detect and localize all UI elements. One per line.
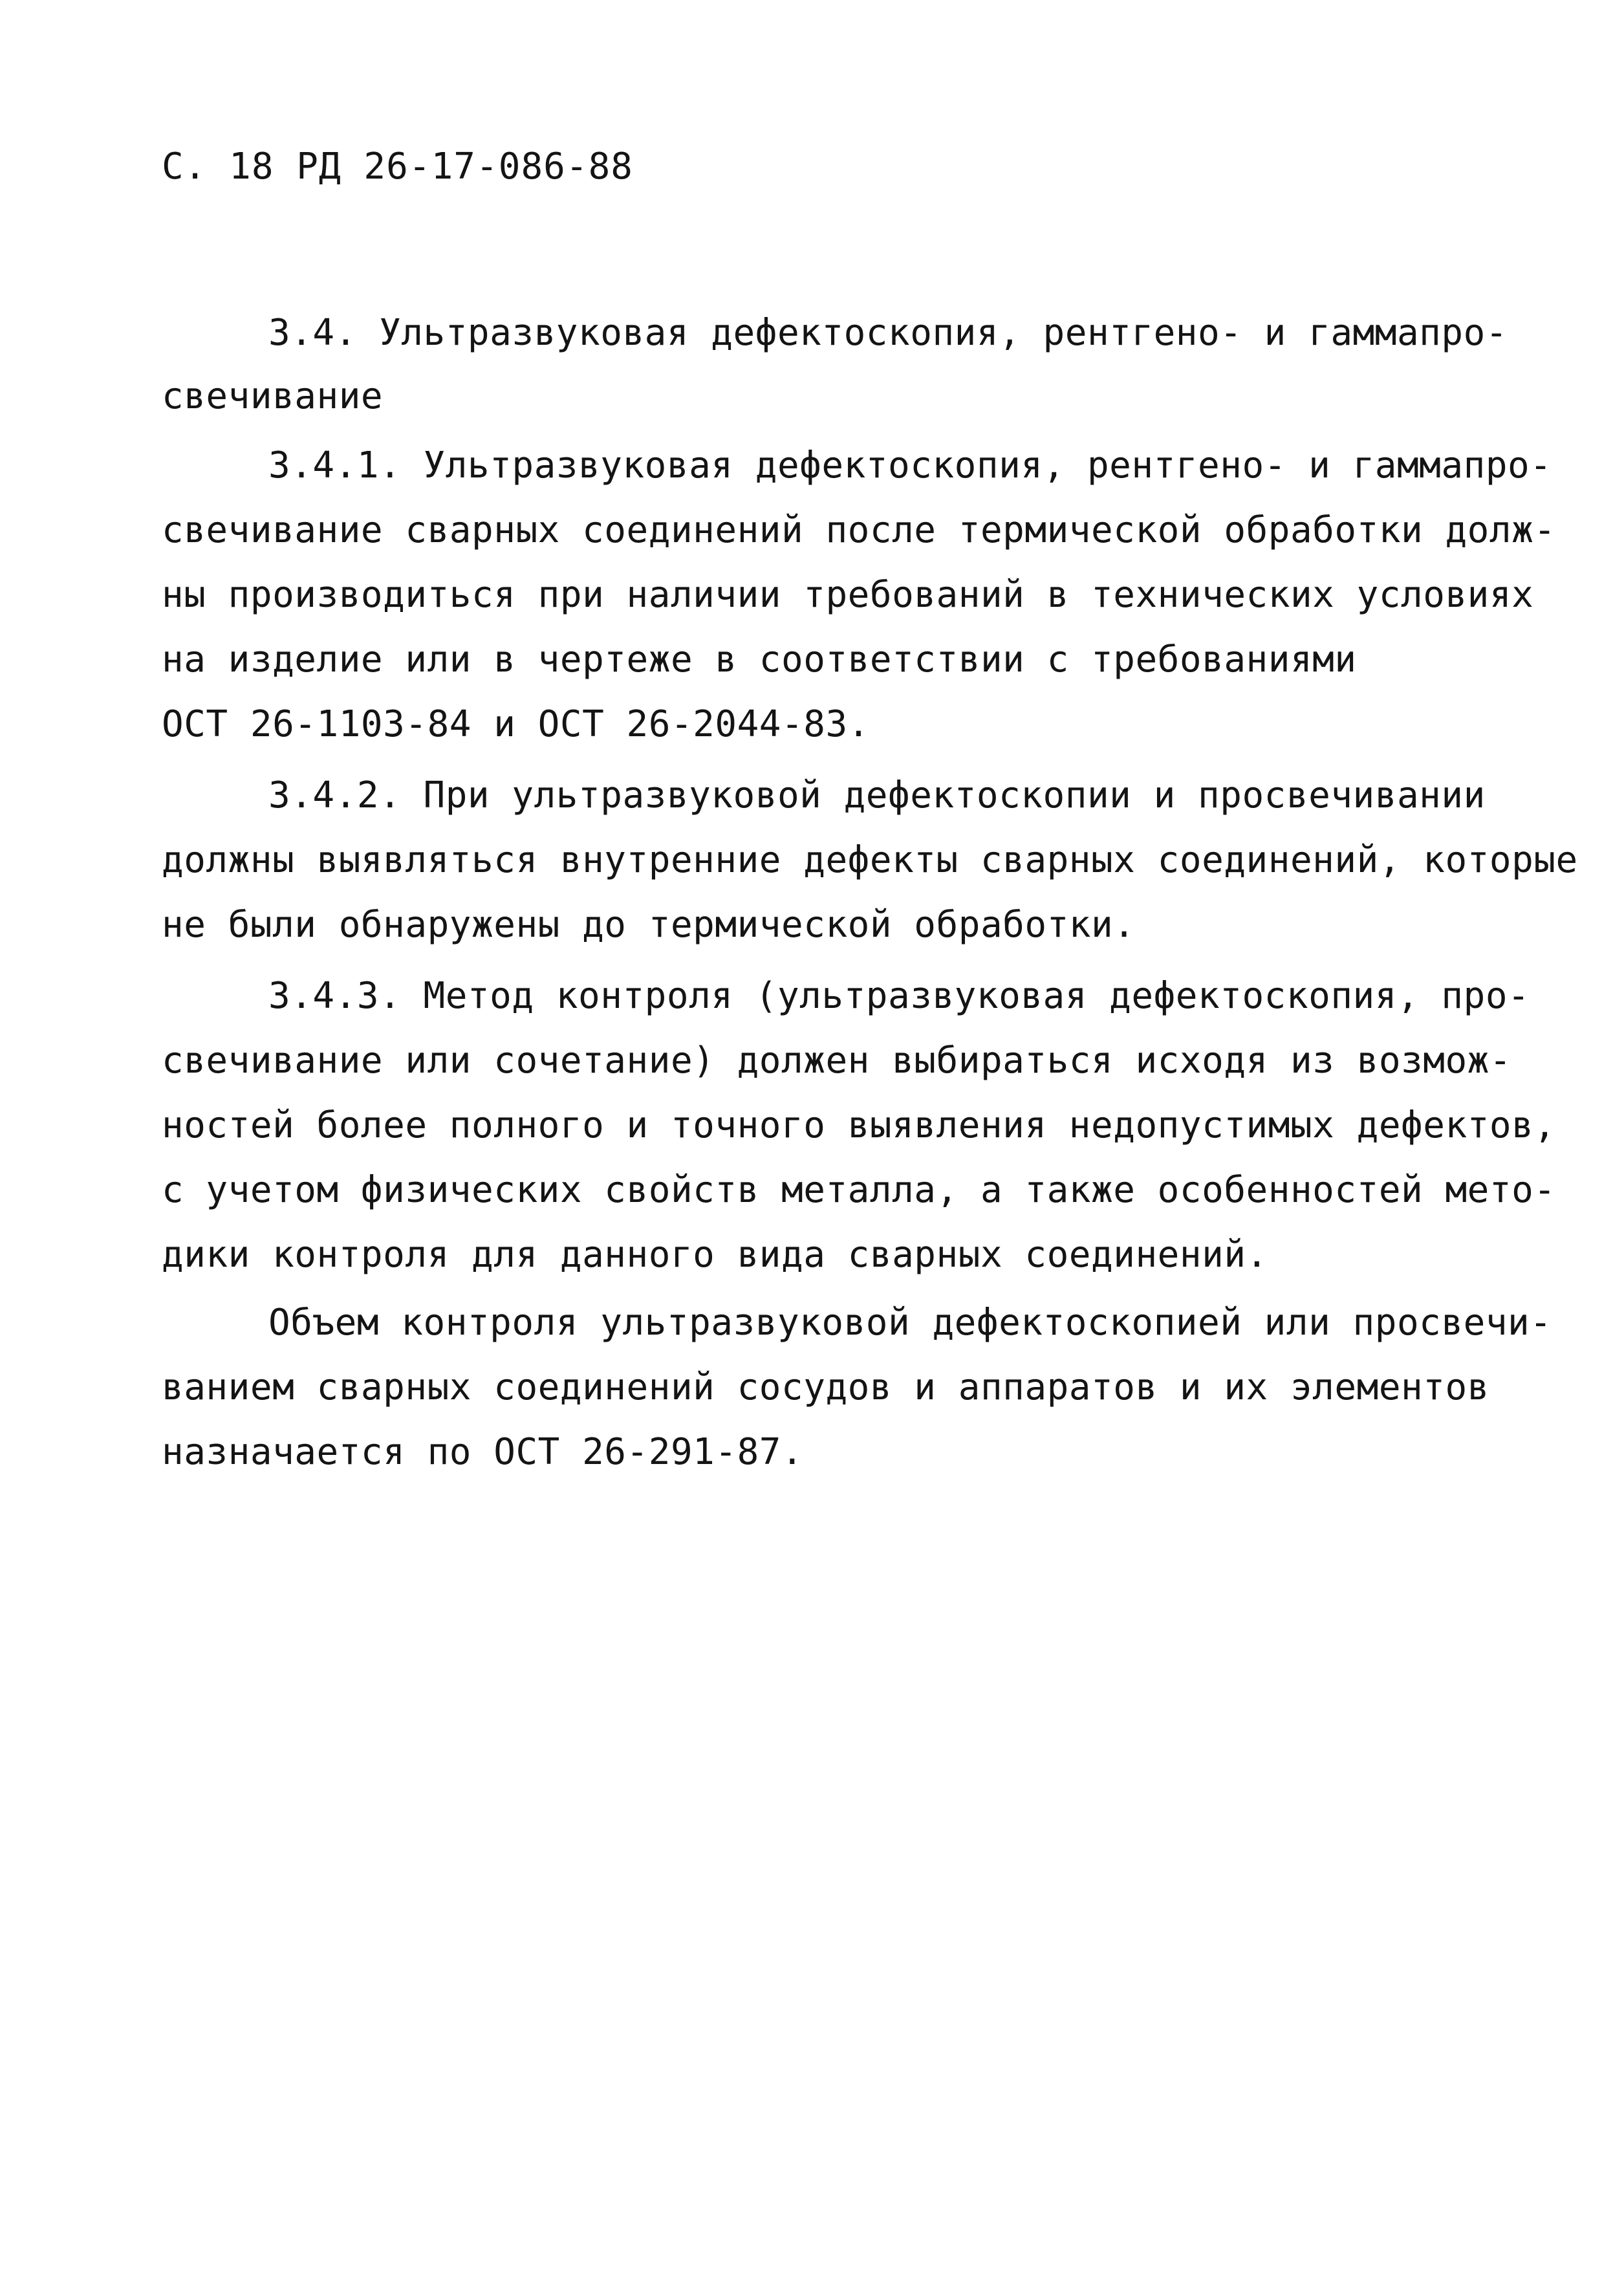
clause-3-4-2-line-1: 3.4.2. При ультразвуковой дефектоскопии и просвечивании	[268, 774, 1486, 816]
volume-paragraph-line-1: Объем контроля ультразвуковой дефектоскопией или просвечи-	[268, 1302, 1552, 1344]
clause-3-4-1-line-5: ОСТ 26-1103-84 и ОСТ 26-2044-83.	[162, 703, 870, 745]
clause-3-4-3-line-5: дики контроля для данного вида сварных соединений.	[162, 1234, 1268, 1276]
clause-3-4-3-line-1: 3.4.3. Метод контроля (ультразвуковая дефектоскопия, про-	[268, 975, 1530, 1017]
clause-3-4-2-line-2: должны выявляться внутренние дефекты сварных соединений, которые	[162, 839, 1578, 881]
clause-3-4-1-line-1: 3.4.1. Ультразвуковая дефектоскопия, рентгено- и гаммапро-	[268, 444, 1552, 486]
section-heading-line-2: свечивание	[162, 375, 384, 417]
section-heading-line-1: 3.4. Ультразвуковая дефектоскопия, рентгено- и гаммапро-	[268, 312, 1508, 354]
volume-paragraph-line-3: назначается по ОСТ 26-291-87.	[162, 1431, 804, 1473]
clause-3-4-3-line-4: с учетом физических свойств металла, а также особенностей мето-	[162, 1169, 1556, 1211]
volume-paragraph-line-2: ванием сварных соединений сосудов и аппаратов и их элементов	[162, 1366, 1489, 1408]
clause-3-4-3-line-2: свечивание или сочетание) должен выбираться исходя из возмож-	[162, 1040, 1512, 1082]
clause-3-4-1-line-2: свечивание сварных соединений после термической обработки долж-	[162, 509, 1556, 551]
clause-3-4-1-line-4: на изделие или в чертеже в соответствии с требованиями	[162, 639, 1357, 681]
clause-3-4-2-line-3: не были обнаружены до термической обработки.	[162, 904, 1136, 946]
clause-3-4-3-line-3: ностей более полного и точного выявления недопустимых дефектов,	[162, 1104, 1556, 1146]
clause-3-4-1-line-3: ны производиться при наличии требований в технических условиях	[162, 574, 1534, 616]
page-header: С. 18 РД 26-17-086-88	[162, 146, 634, 188]
